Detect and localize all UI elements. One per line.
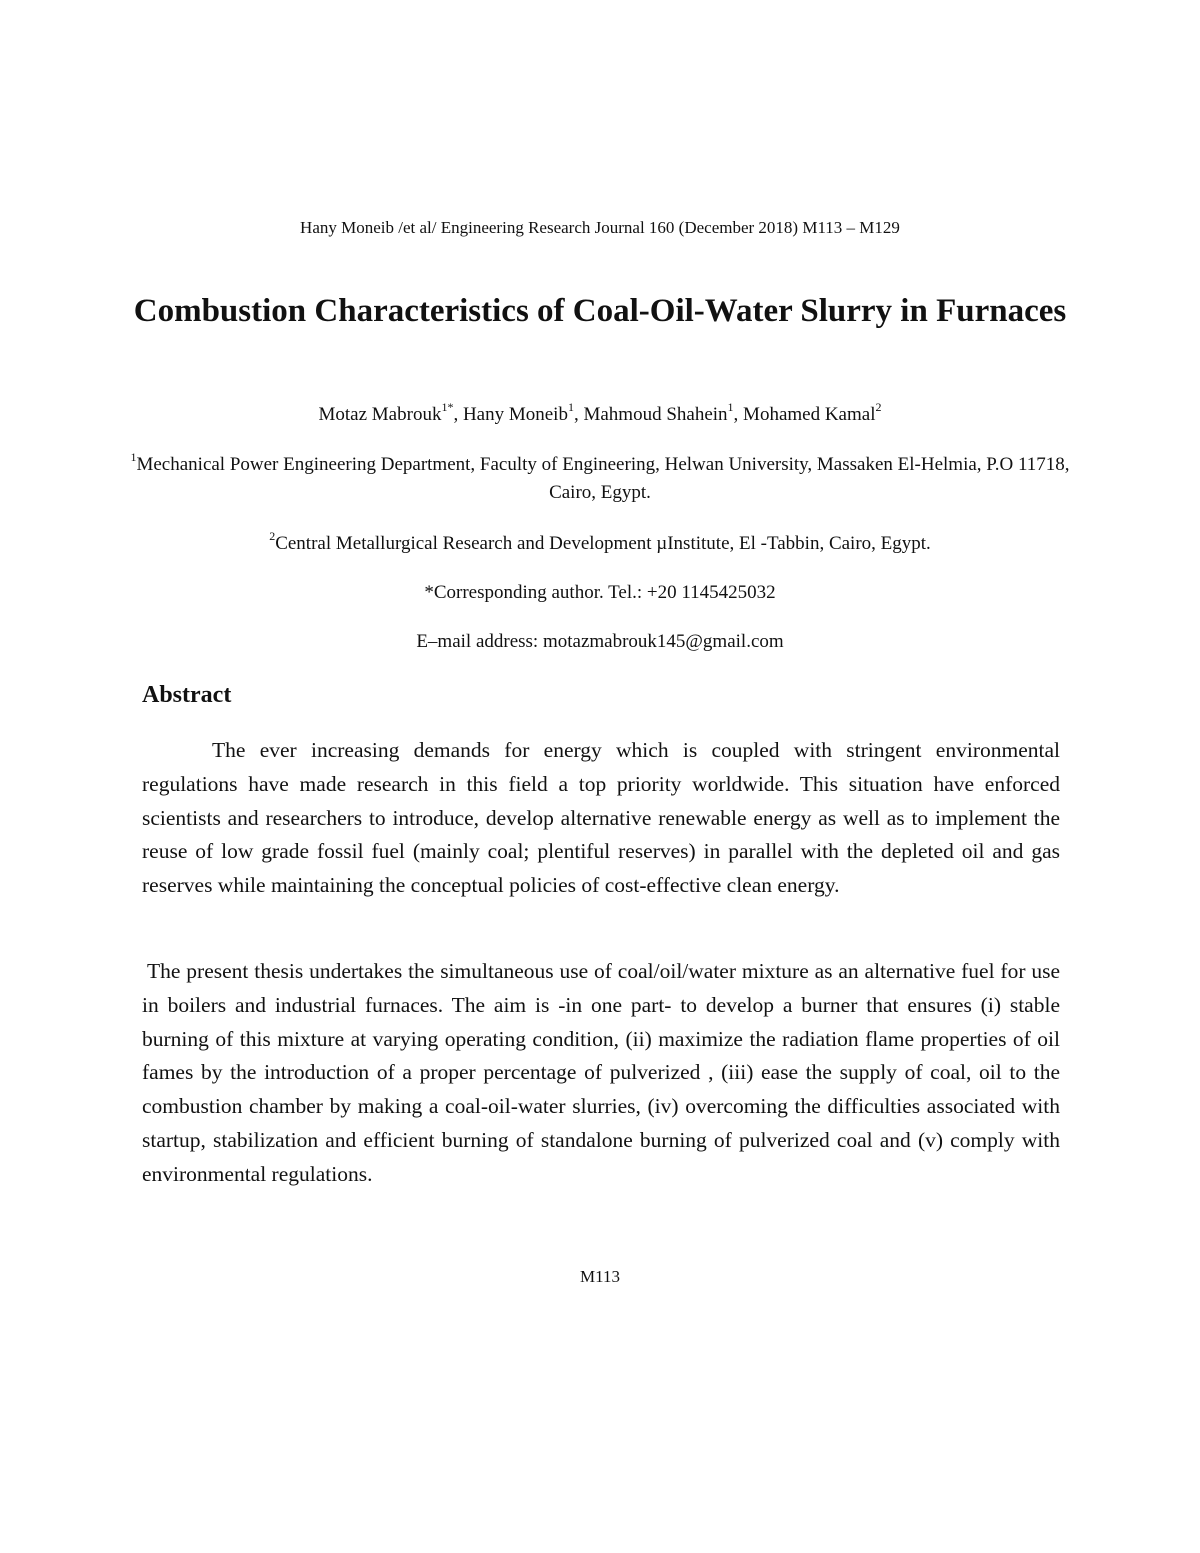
- running-header: Hany Moneib /et al/ Engineering Research Journal 160 (December 2018) M113 – M129: [300, 218, 900, 237]
- author-affiliation-mark: 2: [875, 399, 882, 414]
- affiliation-mark: 2: [269, 528, 276, 543]
- affiliation-text: Central Metallurgical Research and Development µInstitute, El -Tabbin, Cairo, Egypt.: [275, 533, 931, 554]
- author-affiliation-mark: 1: [727, 399, 734, 414]
- author-name: Hany Moneib: [462, 404, 568, 425]
- abstract-heading: Abstract: [142, 682, 232, 708]
- paper-title: Combustion Characteristics of Coal-Oil-Water Slurry in Furnaces: [133, 293, 1067, 329]
- author-name: Mohamed Kamal: [743, 404, 876, 425]
- abstract-paragraph: The ever increasing demands for energy which is coupled with stringent environmental regulations have made research in this field a top priority worldwide. This situation have enforced scientists and researchers to introduce, develop alternative renewable energy as well as to implement the reuse of low grade fossil fuel (mainly coal; plentiful reserves) in parallel with the depleted oil and gas reserves while maintaining the conceptual policies of cost-effective clean energy.: [142, 738, 1060, 898]
- affiliation-1: [120, 451, 1080, 507]
- author-list: [0, 399, 1200, 428]
- abstract-paragraph: The present thesis undertakes the simultaneous use of coal/oil/water mixture as an alternative fuel for use in boilers and industrial furnaces. The aim is -in one part- to develop a burner that ensures (i) stable burning of this mixture at varying operating condition, (ii) maximize the radiation flame properties of oil fames by the introduction of a proper percentage of pulverized , (iii) ease the supply of coal, oil to the combustion chamber by making a coal-oil-water slurries, (iv) overcoming the difficulties associated with startup, stabilization and efficient burning of standalone burning of pulverized coal and (v) comply with environmental regulations.: [142, 959, 1060, 1186]
- affiliation-2: [0, 528, 1200, 557]
- corresponding-author: *Corresponding author. Tel.: +20 1145425032: [424, 582, 776, 603]
- affiliation-text: Mechanical Power Engineering Department, Faculty of Engineering, Helwan University, Massaken El-Helmia, P.O 11718, Cairo, Egypt.: [136, 454, 1070, 503]
- author-separator: ,: [573, 404, 584, 425]
- author-name: Motaz Mabrouk: [318, 404, 442, 425]
- author-separator: ,: [453, 404, 463, 425]
- email-address: E–mail address: motazmabrouk145@gmail.com: [416, 631, 784, 652]
- author-affiliation-mark: 1: [567, 399, 574, 414]
- author-separator: ,: [733, 404, 744, 425]
- author-name: Mahmoud Shahein: [583, 404, 728, 425]
- author-affiliation-mark: 1*: [441, 399, 454, 414]
- affiliation-mark: 1: [130, 449, 137, 464]
- page-number: M113: [580, 1267, 620, 1286]
